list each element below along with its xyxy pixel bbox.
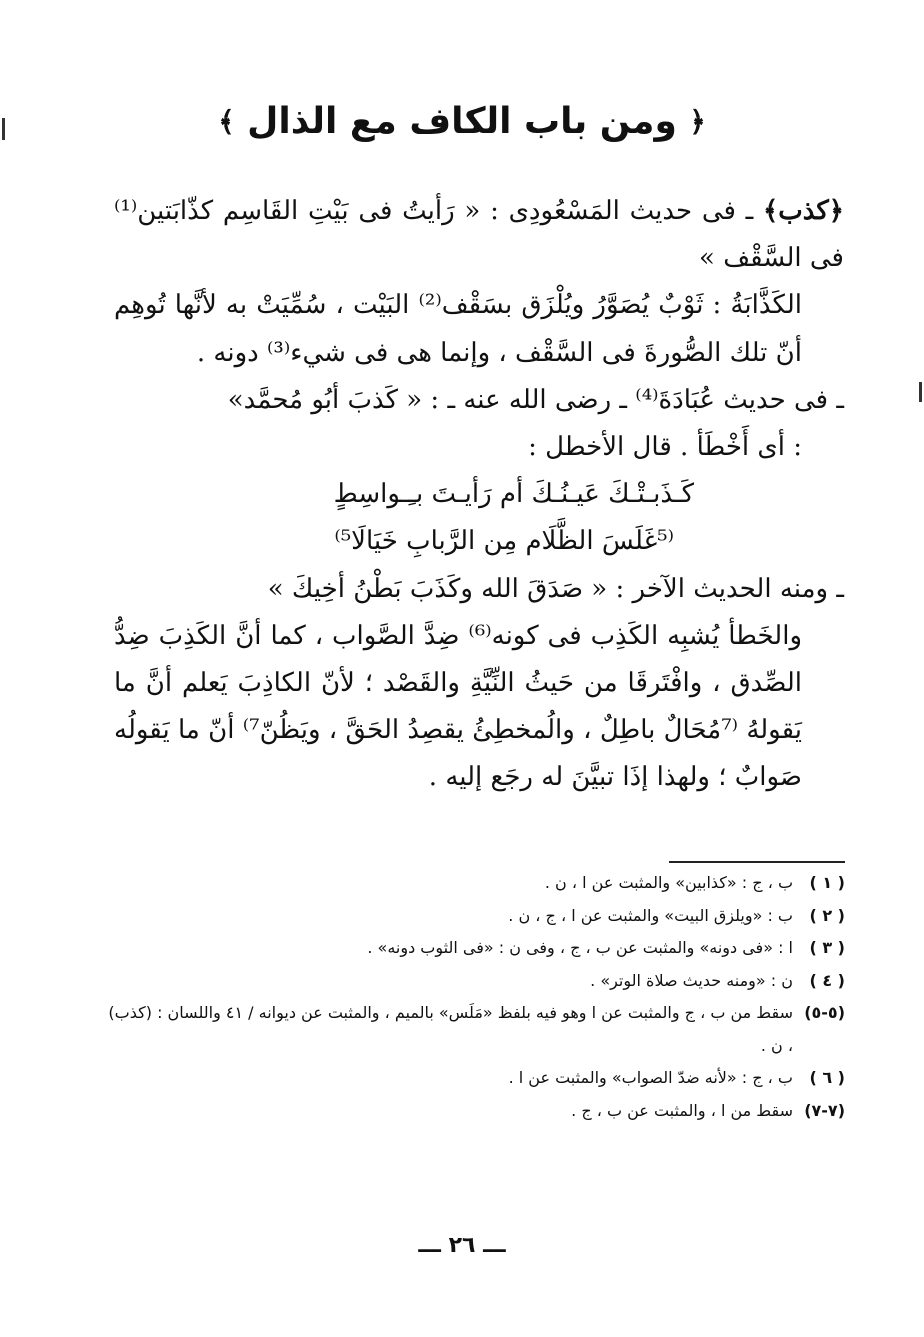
footnote-text: ا : «فى دونه» والمثبت عن ب ، ج ، وفى ن : «فى الثوب دونه» . — [367, 938, 793, 957]
footnote-text: ن : «ومنه حديث صلاة الوتر» . — [590, 970, 793, 990]
footnote-separator — [669, 861, 845, 863]
footnote-text: سقط من ب ، ج والمثبت عن ا وهو فيه بلفظ «مَلَس» بالميم ، والمثبت عن ديوانه / ٤١ واللسان : (كذب) ، ن . — [108, 1003, 793, 1055]
footnote-number: ( ٢ ) — [809, 905, 845, 925]
footnote-number: ( ٣ ) — [809, 938, 845, 957]
footnote-text: ب : «ويلزق البيت» والمثبت عن ا ، ج ، ن . — [508, 905, 793, 925]
entry-keyword: ﴿كذب﴾ — [763, 196, 844, 226]
footnote-number: (٥-٥) — [804, 1003, 845, 1022]
footnote — [105, 965, 845, 998]
ornament-left: ﴾ — [218, 105, 235, 138]
footnote-text: ب ، ج : «لأنه ضدّ الصواب» والمثبت عن ا . — [508, 1068, 793, 1087]
explanation-paragraph: الكَذَّابَةُ : ثَوْبٌ يُصَوَّرُ ويُلْزَق بسَقْف⁽²⁾ البَيْت ، سُمِّيَتْ به لأنَّها تُوهِم أنّ تلك الصُّورةَ فى السَّقْف ، وإنما هى فى شيء⁽³⁾ دونه . — [114, 290, 802, 368]
page-number: ـــ ٢٦ ـــ — [418, 1233, 506, 1258]
footnote — [105, 900, 845, 933]
footnote — [105, 1062, 845, 1095]
hadith-other: ـ ومنه الحديث الآخر : « صَدَقَ الله وكَذَبَ بَطْنُ أخِيكَ » — [267, 573, 844, 604]
footnote-number: (٧-٧) — [804, 1100, 845, 1120]
footnote — [105, 867, 845, 900]
footnote-text: ب ، ج : «كذابين» والمثبت عن ا ، ن . — [544, 873, 793, 892]
closing-paragraph: والخَطأ يُشبِه الكَذِب فى كونه⁽⁶⁾ ضِدَّ الصَّواب ، كما أنَّ الكَذِبَ ضِدُّ الصِّدق ، وافْتَرقَا من حَيثُ النِّيَّةِ والقَصْد ؛ لأنّ الكاذِبَ يَعلم أنَّ ما يَقولهُ ⁽⁷مُحَالٌ باطِلٌ ، والُمخطِئُ يقصِدُ الحَقَّ ، ويَظُنّ⁷⁾ أنّ ما يَقولُه صَوابٌ ؛ ولهذا إذَا تبيَّنَ له رجَع إليه . — [114, 620, 802, 793]
footnote — [105, 932, 845, 965]
meaning-line: : أى أَخْطَأ . قال الأخطل : — [528, 432, 802, 463]
footnote-number: ( ١ ) — [809, 873, 845, 892]
poem-verse-second: ⁽⁵غَلَسَ الظَّلَام مِن الرَّبابِ خَيَالَا⁵⁾ — [334, 526, 674, 557]
footnote — [105, 997, 845, 1062]
footnote-text: سقط من ا ، والمثبت عن ب ، ج . — [571, 1100, 793, 1120]
poem-verse-first: كَـذَبـتْـكَ عَيـنُـكَ أم رَأيـتَ بـِـواسِطٍ — [333, 479, 694, 510]
footnote-number: ( ٦ ) — [809, 1068, 845, 1087]
ornament-right: ﴿ — [689, 105, 706, 138]
chapter-heading — [0, 92, 924, 152]
hadith-ubada: ـ فى حديث عُبَادَةَ⁽⁴⁾ ـ رضى الله عنه ـ : « كَذبَ أبُو مُحمَّد» — [227, 384, 844, 415]
entry-hadith: ـ فى حديث المَسْعُودِى : « رَأيتُ فى بَيْتِ القَاسِم كذّابَتين⁽¹⁾ فى السَّقْف » — [114, 196, 844, 274]
scan-mark — [2, 118, 5, 140]
entry-paragraph — [114, 188, 844, 282]
footnotes — [105, 867, 845, 1127]
chapter-title: ومن باب الكاف مع الذال — [247, 101, 677, 142]
footnote-number: ( ٤ ) — [809, 970, 845, 990]
footnote — [105, 1095, 845, 1128]
main-text — [114, 188, 844, 802]
scan-mark — [919, 382, 922, 402]
